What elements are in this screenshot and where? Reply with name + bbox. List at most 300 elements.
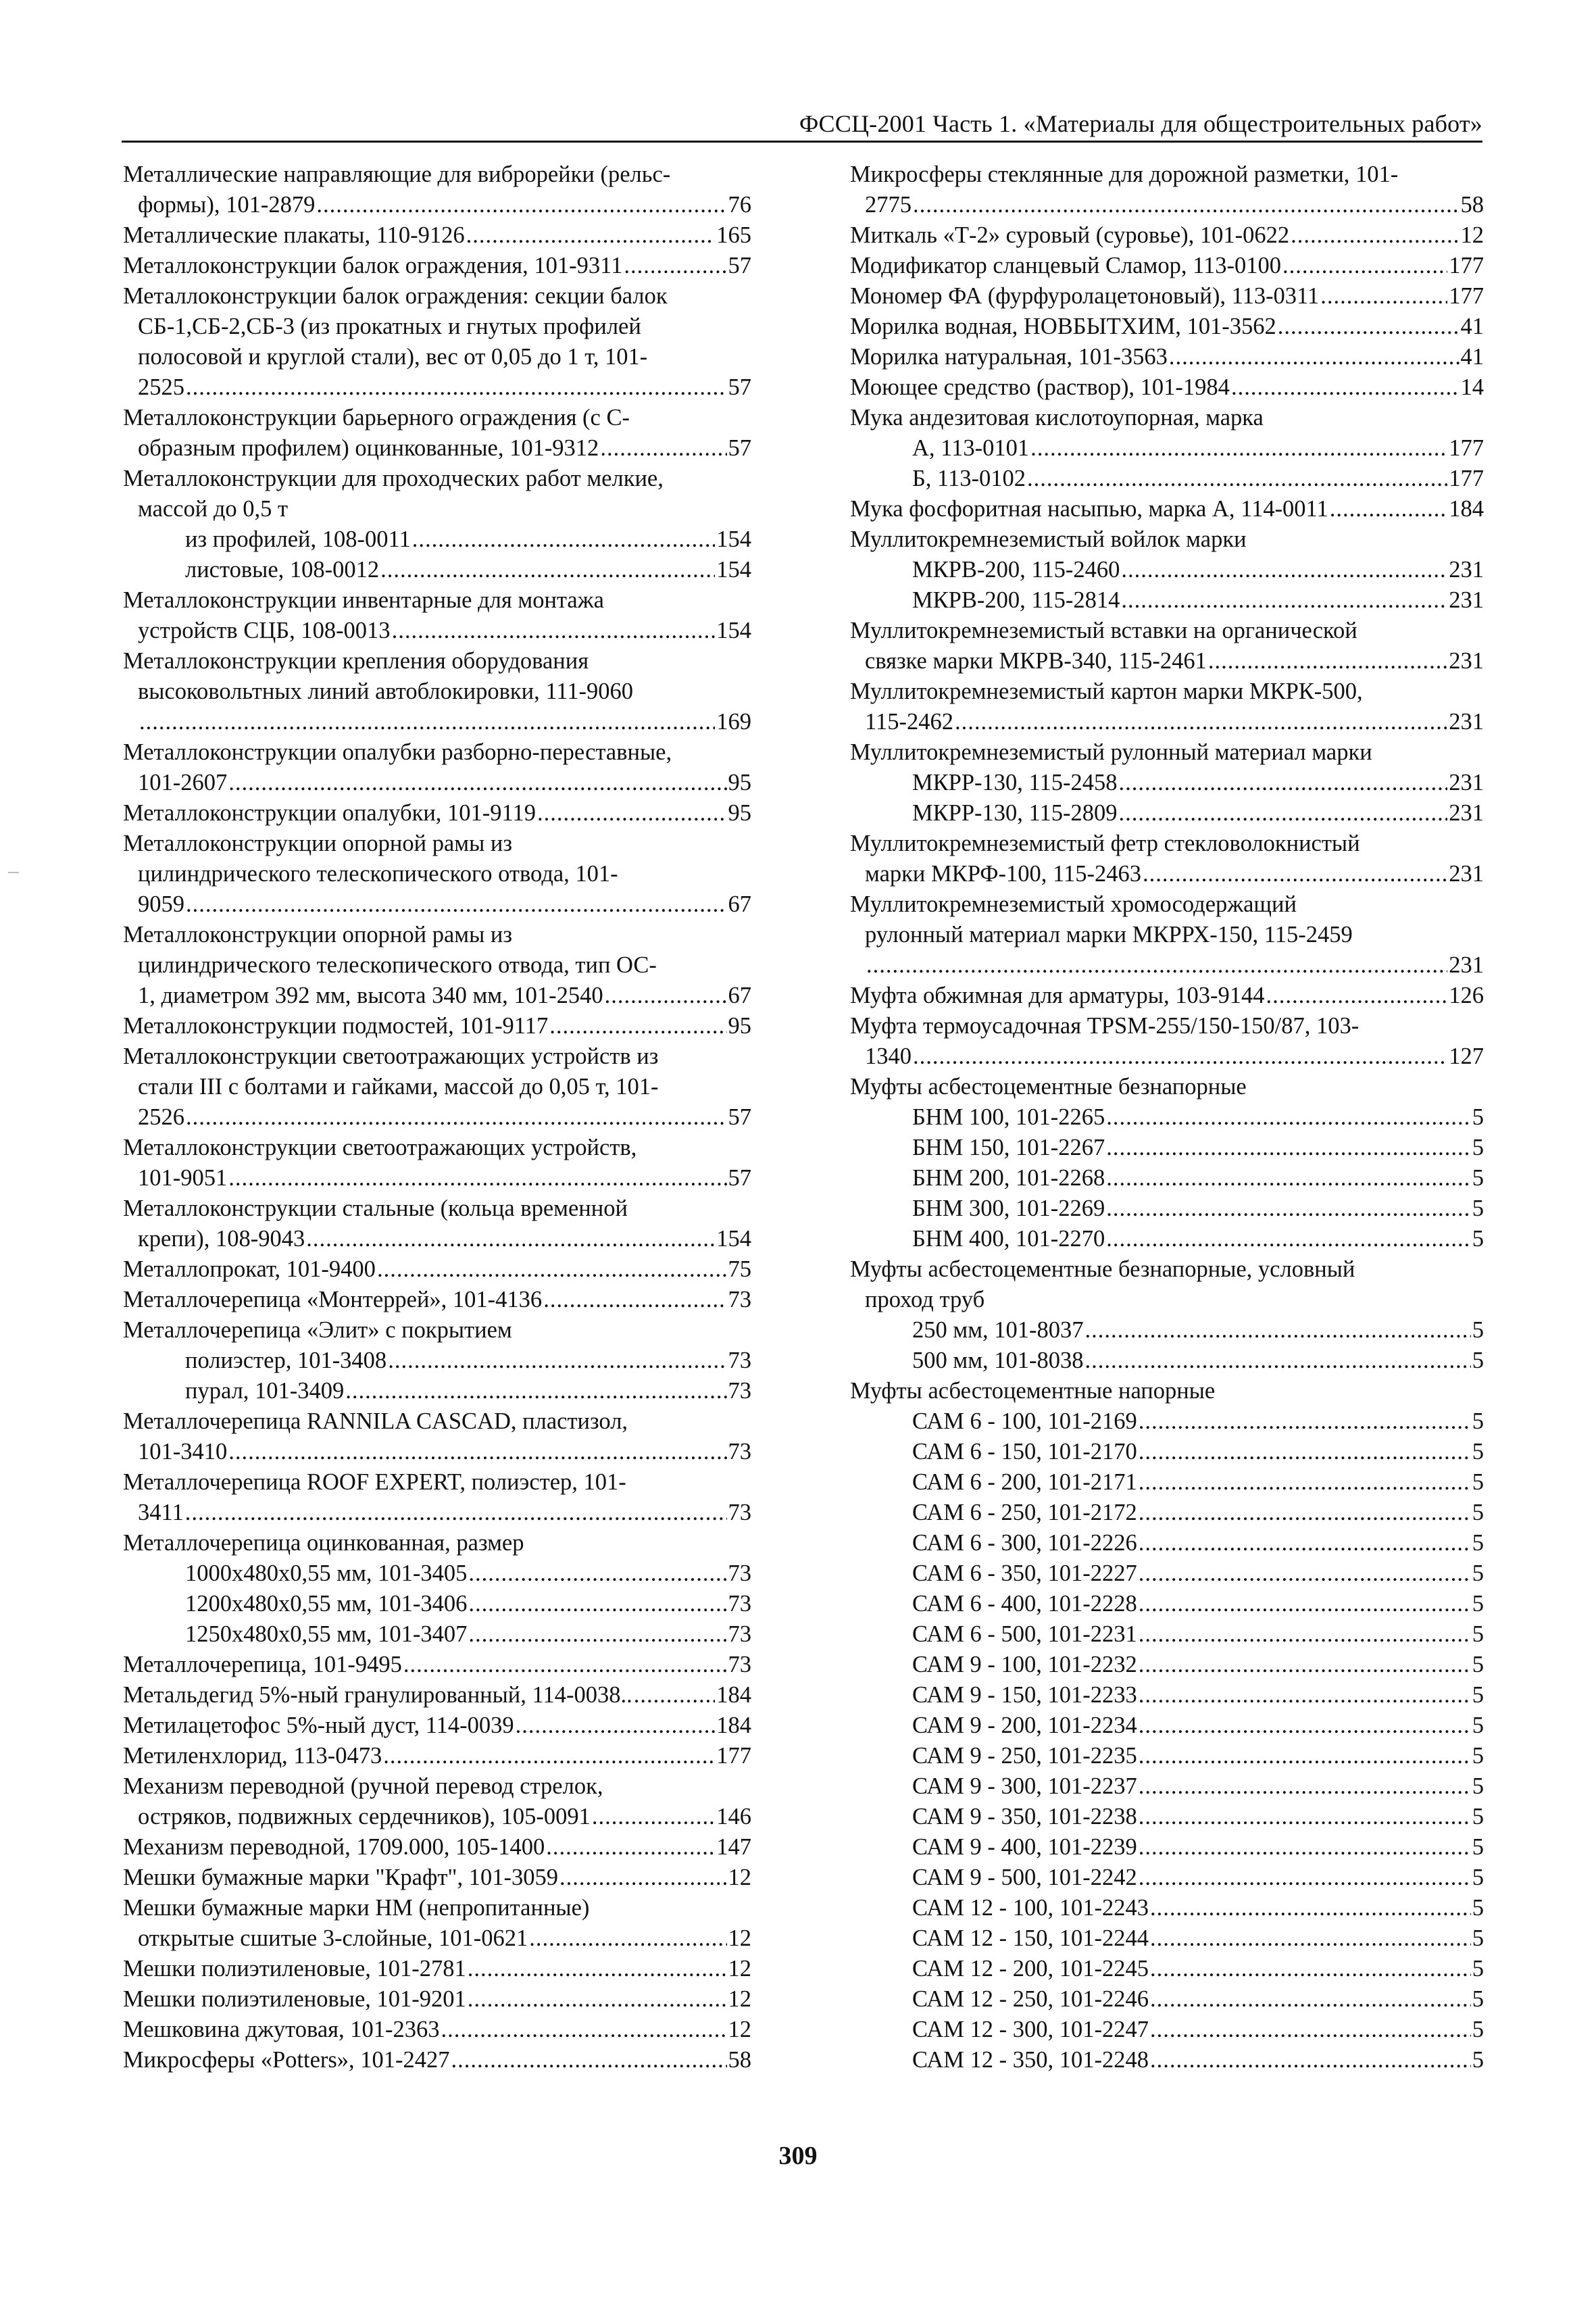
entry-line: СБ-1,СБ-2,СБ-3 (из прокатных и гнутых профилей <box>138 314 641 339</box>
dot-leader <box>468 1984 727 2015</box>
entry-line: Металлоконструкции опорной рамы из <box>123 922 512 947</box>
page-ref: 165 <box>716 222 751 248</box>
index-entry <box>850 524 1484 616</box>
page-ref: 154 <box>716 526 751 552</box>
page-ref: 5 <box>1472 1895 1484 1921</box>
entry-text: МКРР-130, 115-2458 <box>912 770 1118 795</box>
sub-entry-line <box>123 1589 751 1619</box>
index-line <box>850 1041 1484 1072</box>
index-line <box>123 2045 751 2075</box>
dot-leader <box>1330 494 1447 524</box>
dot-leader <box>559 1863 727 1893</box>
sub-entry-line <box>850 1163 1484 1193</box>
page-ref: 5 <box>1472 1165 1484 1191</box>
entry-text: 1000x480x0,55 мм, 101-3405 <box>185 1560 468 1586</box>
entry-text: МКРР-130, 115-2809 <box>912 800 1118 826</box>
dot-leader <box>1150 1984 1471 2015</box>
entry-text: 250 мм, 101-8037 <box>912 1317 1084 1343</box>
dot-leader <box>1106 1224 1470 1254</box>
entry-line: Металлические направляющие для виброрейки (рельс- <box>123 162 671 187</box>
entry-text: БНМ 200, 101-2268 <box>912 1165 1105 1191</box>
index-entry <box>850 159 1484 220</box>
entry-text: открытые сшитые 3-слойные, 101-0621 <box>138 1925 528 1951</box>
dot-leader <box>1291 220 1459 251</box>
page-ref: 5 <box>1472 1713 1484 1738</box>
page-ref: 154 <box>716 1226 751 1252</box>
entry-text: САМ 6 - 400, 101-2228 <box>912 1591 1137 1617</box>
index-line <box>123 1650 751 1680</box>
index-entry <box>123 1863 751 1893</box>
dot-leader <box>1139 1589 1471 1619</box>
entry-text: Метальдегид 5%-ный гранулированный, 114-0038.. <box>123 1682 632 1708</box>
dot-leader <box>392 616 716 646</box>
sub-entry-line <box>123 555 751 585</box>
page-ref: 12 <box>728 1925 751 1951</box>
entry-text: 1340 <box>865 1043 912 1069</box>
dot-leader <box>624 251 726 281</box>
index-line <box>123 1254 751 1285</box>
entry-text: САМ 9 - 500, 101-2242 <box>912 1865 1137 1890</box>
dot-leader <box>186 889 727 920</box>
entry-text: Мешки полиэтиленовые, 101-9201 <box>123 1986 466 2012</box>
entry-text: 500 мм, 101-8038 <box>912 1348 1084 1373</box>
page-ref: 5 <box>1472 1804 1484 1829</box>
index-line <box>123 1163 751 1193</box>
page-ref: 5 <box>1472 1104 1484 1130</box>
entry-text: Металлоконструкции балок ограждения, 101-9311 <box>123 253 623 278</box>
entry-text: БНМ 300, 101-2269 <box>912 1196 1105 1221</box>
index-entry <box>123 1315 751 1406</box>
sub-entry-line <box>850 1802 1484 1832</box>
sub-entry-line <box>123 1346 751 1376</box>
index-entry <box>850 1254 1484 1376</box>
dot-leader <box>451 2045 727 2075</box>
entry-text: Микросферы «Potters», 101-2427 <box>123 2047 450 2073</box>
dot-leader <box>1106 1193 1470 1224</box>
sub-entry-line <box>850 2045 1484 2075</box>
dot-leader <box>1278 312 1460 342</box>
page-ref: 73 <box>728 1348 751 1373</box>
entry-text: Мука фосфоритная насыпью, марка А, 114-0011 <box>850 496 1328 522</box>
entry-line: Муфты асбестоцементные безнапорные, условный <box>850 1256 1355 1282</box>
page-header <box>122 108 1482 143</box>
index-line <box>850 372 1484 403</box>
dot-leader <box>466 220 716 251</box>
entry-text: САМ 9 - 150, 101-2233 <box>912 1682 1137 1708</box>
sub-entry-line <box>850 2015 1484 2045</box>
entry-line: Муфты асбестоцементные безнапорные <box>850 1074 1247 1100</box>
entry-text: Металлические плакаты, 110-9126 <box>123 222 465 248</box>
index-line <box>123 1285 751 1315</box>
dot-leader <box>516 1710 716 1741</box>
page-ref: 5 <box>1472 2017 1484 2042</box>
dot-leader <box>1085 1315 1471 1346</box>
scan-mark <box>8 872 19 873</box>
entry-text: устройств СЦБ, 108-0013 <box>138 618 391 643</box>
index-line <box>123 798 751 829</box>
sub-entry-line <box>850 1346 1484 1376</box>
dot-leader <box>228 768 726 798</box>
entry-text: 1200x480x0,55 мм, 101-3406 <box>185 1591 468 1617</box>
sub-entry-line <box>850 555 1484 585</box>
index-entry <box>850 737 1484 829</box>
dot-leader <box>1150 1923 1471 1954</box>
sub-entry-line <box>850 1315 1484 1346</box>
entry-line: Металлоконструкции опалубки разборно-переставные, <box>123 739 672 765</box>
entry-text: САМ 12 - 250, 101-2246 <box>912 1986 1149 2012</box>
dot-leader <box>1150 2045 1471 2075</box>
page-ref: 5 <box>1472 1348 1484 1373</box>
index-entry <box>123 1741 751 1771</box>
index-line <box>123 768 751 798</box>
index-column-right <box>850 159 1484 2075</box>
entry-line: Металлоконструкции балок ограждения: секции балок <box>123 283 668 309</box>
dot-leader <box>1139 1467 1471 1498</box>
index-line <box>123 1863 751 1893</box>
dot-leader <box>1139 1498 1471 1528</box>
dot-leader <box>955 707 1447 737</box>
entry-text: БНМ 400, 101-2270 <box>912 1226 1105 1252</box>
page-ref: 126 <box>1449 983 1484 1008</box>
dot-leader <box>1208 646 1447 676</box>
index-entry <box>850 1376 1484 2075</box>
page-ref: 5 <box>1472 1469 1484 1495</box>
page-ref: 14 <box>1460 374 1484 400</box>
entry-line: Муфты асбестоцементные напорные <box>850 1378 1216 1404</box>
index-line <box>850 646 1484 676</box>
index-line <box>123 1498 751 1528</box>
index-line <box>123 1011 751 1041</box>
entry-text: САМ 9 - 100, 101-2232 <box>912 1652 1137 1677</box>
entry-line: проход труб <box>865 1287 985 1312</box>
dot-leader <box>380 555 715 585</box>
entry-text: САМ 6 - 150, 101-2170 <box>912 1439 1137 1464</box>
sub-entry-line <box>850 798 1484 829</box>
page-ref: 146 <box>716 1804 751 1829</box>
sub-entry-line <box>850 1680 1484 1710</box>
entry-text: Миткаль «Т-2» суровый (суровье), 101-0622 <box>850 222 1290 248</box>
dot-leader <box>1139 1650 1471 1680</box>
page-ref: 73 <box>728 1500 751 1525</box>
index-line <box>123 1437 751 1467</box>
entry-line: Металлоконструкции светоотражающих устройств из <box>123 1043 659 1069</box>
index-entry <box>123 1771 751 1832</box>
page-ref: 5 <box>1472 1652 1484 1677</box>
index-entry <box>123 1285 751 1315</box>
page-ref: 5 <box>1472 1500 1484 1525</box>
page-ref: 12 <box>728 1956 751 1981</box>
index-entry <box>123 1984 751 2015</box>
dot-leader <box>388 1346 726 1376</box>
dot-leader <box>306 1224 715 1254</box>
index-entry <box>850 403 1484 494</box>
page-ref: 57 <box>728 1165 751 1191</box>
dot-leader <box>1139 1710 1471 1741</box>
entry-text: МКРВ-200, 115-2814 <box>912 587 1120 613</box>
index-entry <box>123 1041 751 1133</box>
index-entry <box>123 2045 751 2075</box>
page-ref: 73 <box>728 1287 751 1312</box>
dot-leader <box>1085 1346 1471 1376</box>
page-ref: 5 <box>1472 1196 1484 1221</box>
index-line <box>850 312 1484 342</box>
page-ref: 184 <box>1449 496 1484 522</box>
sub-entry-line <box>850 1893 1484 1923</box>
page-ref: 57 <box>728 374 751 400</box>
entry-line: Металлоконструкции светоотражающих устройств, <box>123 1135 637 1160</box>
index-entry <box>850 1072 1484 1254</box>
sub-entry-line <box>850 1437 1484 1467</box>
index-line <box>123 1802 751 1832</box>
index-line <box>850 251 1484 281</box>
index-entry <box>850 312 1484 342</box>
index-line <box>850 220 1484 251</box>
dot-leader <box>1139 1558 1471 1589</box>
index-line <box>850 707 1484 737</box>
entry-text: Метилацетофос 5%-ный дуст, 114-0039 <box>123 1713 514 1738</box>
index-line <box>123 372 751 403</box>
entry-text: 101-3410 <box>138 1439 228 1464</box>
index-entry <box>123 1011 751 1041</box>
sub-entry-line <box>850 585 1484 616</box>
index-line <box>123 1710 751 1741</box>
page-ref: 5 <box>1472 1986 1484 2012</box>
entry-line: стали III с болтами и гайками, массой до 0,05 т, 101- <box>138 1074 659 1100</box>
index-line <box>850 950 1484 981</box>
index-line <box>123 251 751 281</box>
index-line <box>850 190 1484 220</box>
index-entry <box>123 1650 751 1680</box>
page-ref: 73 <box>728 1439 751 1464</box>
dot-leader <box>228 1437 726 1467</box>
entry-line: высоковольтных линий автоблокировки, 111-9060 <box>138 679 634 704</box>
index-entry <box>123 1193 751 1254</box>
entry-line: Металлочерепица «Элит» с покрытием <box>123 1317 512 1343</box>
entry-text: САМ 9 - 350, 101-2238 <box>912 1804 1137 1829</box>
page-ref: 67 <box>728 983 751 1008</box>
index-line <box>123 190 751 220</box>
dot-leader <box>537 798 726 829</box>
sub-entry-line <box>850 1406 1484 1437</box>
index-line <box>123 1224 751 1254</box>
entry-text: Мешки бумажные марки "Крафт", 101-3059 <box>123 1865 558 1890</box>
page-ref: 5 <box>1472 1743 1484 1769</box>
entry-text: 2775 <box>865 192 912 218</box>
index-entry <box>123 1832 751 1863</box>
entry-text: Мономер ФА (фурфуролацетоновый), 113-0311 <box>850 283 1320 309</box>
dot-leader <box>1320 281 1447 312</box>
entry-text: 1250x480x0,55 мм, 101-3407 <box>185 1621 468 1647</box>
index-line <box>123 1741 751 1771</box>
dot-leader <box>468 1589 726 1619</box>
index-entry <box>123 1954 751 1984</box>
page-ref: 5 <box>1472 1956 1484 1981</box>
page-ref: 231 <box>1449 800 1484 826</box>
dot-leader <box>634 1680 716 1710</box>
index-entry <box>850 251 1484 281</box>
page-ref: 5 <box>1472 1530 1484 1556</box>
sub-entry-line <box>850 1741 1484 1771</box>
index-line <box>123 707 751 737</box>
entry-line: Мука андезитовая кислотоупорная, марка <box>850 405 1264 430</box>
dot-leader <box>316 190 726 220</box>
entry-text: Модификатор сланцевый Сламор, 113-0100 <box>850 253 1282 278</box>
sub-entry-line <box>850 1133 1484 1163</box>
sub-entry-line <box>850 1984 1484 2015</box>
index-entry <box>850 281 1484 312</box>
dot-leader <box>1139 1832 1471 1863</box>
index-line <box>123 981 751 1011</box>
page-ref: 5 <box>1472 1317 1484 1343</box>
entry-text: пурал, 101-3409 <box>185 1378 345 1404</box>
entry-text: 9059 <box>138 891 184 917</box>
dot-leader <box>1150 1954 1471 1984</box>
sub-entry-line <box>850 768 1484 798</box>
dot-leader <box>592 1802 715 1832</box>
page-ref: 5 <box>1472 1439 1484 1464</box>
sub-entry-line <box>123 1558 751 1589</box>
page-ref: 73 <box>728 1652 751 1677</box>
page-ref: 73 <box>728 1378 751 1404</box>
entry-text: Морилка натуральная, 101-3563 <box>850 344 1168 370</box>
page-ref: 5 <box>1472 1682 1484 1708</box>
dot-leader <box>441 2015 727 2045</box>
entry-text: Металлоконструкции подмостей, 101-9117 <box>123 1013 549 1039</box>
index-entry <box>123 1254 751 1285</box>
dot-leader <box>1106 1133 1470 1163</box>
sub-entry-line <box>850 1467 1484 1498</box>
index-entry <box>850 342 1484 372</box>
index-line <box>123 1102 751 1133</box>
page-ref: 231 <box>1449 952 1484 978</box>
page-ref: 231 <box>1449 709 1484 735</box>
entry-text: САМ 6 - 350, 101-2227 <box>912 1560 1137 1586</box>
page-ref: 5 <box>1472 1834 1484 1860</box>
page-ref: 73 <box>728 1591 751 1617</box>
dot-leader <box>543 1285 726 1315</box>
dot-leader <box>383 1741 715 1771</box>
sub-entry-line <box>850 1193 1484 1224</box>
entry-line: Металлоконструкции инвентарные для монтажа <box>123 587 604 613</box>
index-line <box>123 1984 751 2015</box>
dot-leader <box>605 981 727 1011</box>
page-ref: 95 <box>728 800 751 826</box>
entry-text: полиэстер, 101-3408 <box>185 1348 387 1373</box>
index-entry <box>123 920 751 1011</box>
entry-line: Муфта термоусадочная TPSM-255/150-150/87, 103- <box>850 1013 1360 1039</box>
entry-line: рулонный материал марки МКРРХ-150, 115-2459 <box>865 922 1353 947</box>
dot-leader <box>468 1954 727 1984</box>
entry-line: Муллитокремнеземистый картон марки МКРК-500, <box>850 679 1363 704</box>
dot-leader <box>1231 372 1460 403</box>
entry-text: БНМ 100, 101-2265 <box>912 1104 1105 1130</box>
index-entry <box>123 220 751 251</box>
dot-leader <box>600 433 726 464</box>
index-entry <box>123 1528 751 1650</box>
page-ref: 73 <box>728 1560 751 1586</box>
page-ref: 57 <box>728 1104 751 1130</box>
entry-line: Металлочерепица RANNILA CASCAD, пластизол, <box>123 1408 628 1434</box>
entry-line: Металлоконструкции опорной рамы из <box>123 831 512 856</box>
entry-text: крепи), 108-9043 <box>138 1226 305 1252</box>
entry-line: Металлочерепица ROOF EXPERT, полиэстер, 101- <box>123 1469 626 1495</box>
index-line <box>123 433 751 464</box>
entry-line: Металлоконструкции стальные (кольца временной <box>123 1196 628 1221</box>
index-entry <box>850 220 1484 251</box>
dot-leader <box>228 1163 726 1193</box>
dot-leader <box>1139 1406 1471 1437</box>
index-entry <box>123 251 751 281</box>
sub-entry-line <box>123 524 751 555</box>
index-entry <box>850 889 1484 981</box>
dot-leader <box>1143 859 1447 889</box>
page-ref: 41 <box>1460 314 1484 339</box>
entry-text: Механизм переводной, 1709.000, 105-1400 <box>123 1834 545 1860</box>
sub-entry-line <box>850 1224 1484 1254</box>
page-ref: 177 <box>1449 253 1484 278</box>
entry-text: САМ 12 - 350, 101-2248 <box>912 2047 1149 2073</box>
sub-entry-line <box>850 1498 1484 1528</box>
dot-leader <box>1119 768 1448 798</box>
entry-text: САМ 6 - 500, 101-2231 <box>912 1621 1137 1647</box>
dot-leader <box>345 1376 726 1406</box>
dot-leader <box>1106 1163 1470 1193</box>
dot-leader <box>529 1923 726 1954</box>
entry-text: САМ 9 - 300, 101-2237 <box>912 1773 1137 1799</box>
sub-entry-line <box>850 464 1484 494</box>
dot-leader <box>1139 1619 1471 1650</box>
sub-entry-line <box>850 1558 1484 1589</box>
entry-text: Мешковина джутовая, 101-2363 <box>123 2017 440 2042</box>
entry-line: полосовой и круглой стали), вес от 0,05 до 1 т, 101- <box>138 344 648 370</box>
entry-line: Микросферы стеклянные для дорожной разметки, 101- <box>850 162 1399 187</box>
page-ref: 5 <box>1472 1408 1484 1434</box>
dot-leader <box>866 950 1447 981</box>
entry-text: 2526 <box>138 1104 184 1130</box>
index-line <box>123 889 751 920</box>
index-entry <box>850 981 1484 1011</box>
dot-leader <box>403 1650 727 1680</box>
index-line <box>850 859 1484 889</box>
entry-text: САМ 9 - 400, 101-2239 <box>912 1834 1137 1860</box>
entry-text: 2525 <box>138 374 184 400</box>
index-entry <box>123 281 751 403</box>
dot-leader <box>1121 555 1447 585</box>
page-ref: 76 <box>728 192 751 218</box>
page-ref: 154 <box>716 557 751 583</box>
entry-text: Металлопрокат, 101-9400 <box>123 1256 376 1282</box>
dot-leader <box>1169 342 1460 372</box>
entry-text: Металлоконструкции опалубки, 101-9119 <box>123 800 537 826</box>
dot-leader <box>913 190 1460 220</box>
sub-entry-line <box>850 1771 1484 1802</box>
index-entry <box>850 829 1484 889</box>
entry-text: САМ 12 - 200, 101-2245 <box>912 1956 1149 1981</box>
entry-text: САМ 6 - 200, 101-2171 <box>912 1469 1137 1495</box>
page-ref: 231 <box>1449 557 1484 583</box>
dot-leader <box>1139 1771 1471 1802</box>
index-entry <box>123 646 751 737</box>
sub-entry-line <box>850 1589 1484 1619</box>
entry-text: САМ 6 - 250, 101-2172 <box>912 1500 1137 1525</box>
page-ref: 177 <box>1449 466 1484 491</box>
entry-text: марки МКРФ-100, 115-2463 <box>865 861 1141 887</box>
entry-text: Б, 113-0102 <box>912 466 1026 491</box>
page-ref: 184 <box>716 1713 751 1738</box>
index-entry <box>123 1406 751 1467</box>
page-ref: 169 <box>716 709 751 735</box>
entry-text: Моющее средство (раствор), 101-1984 <box>850 374 1230 400</box>
